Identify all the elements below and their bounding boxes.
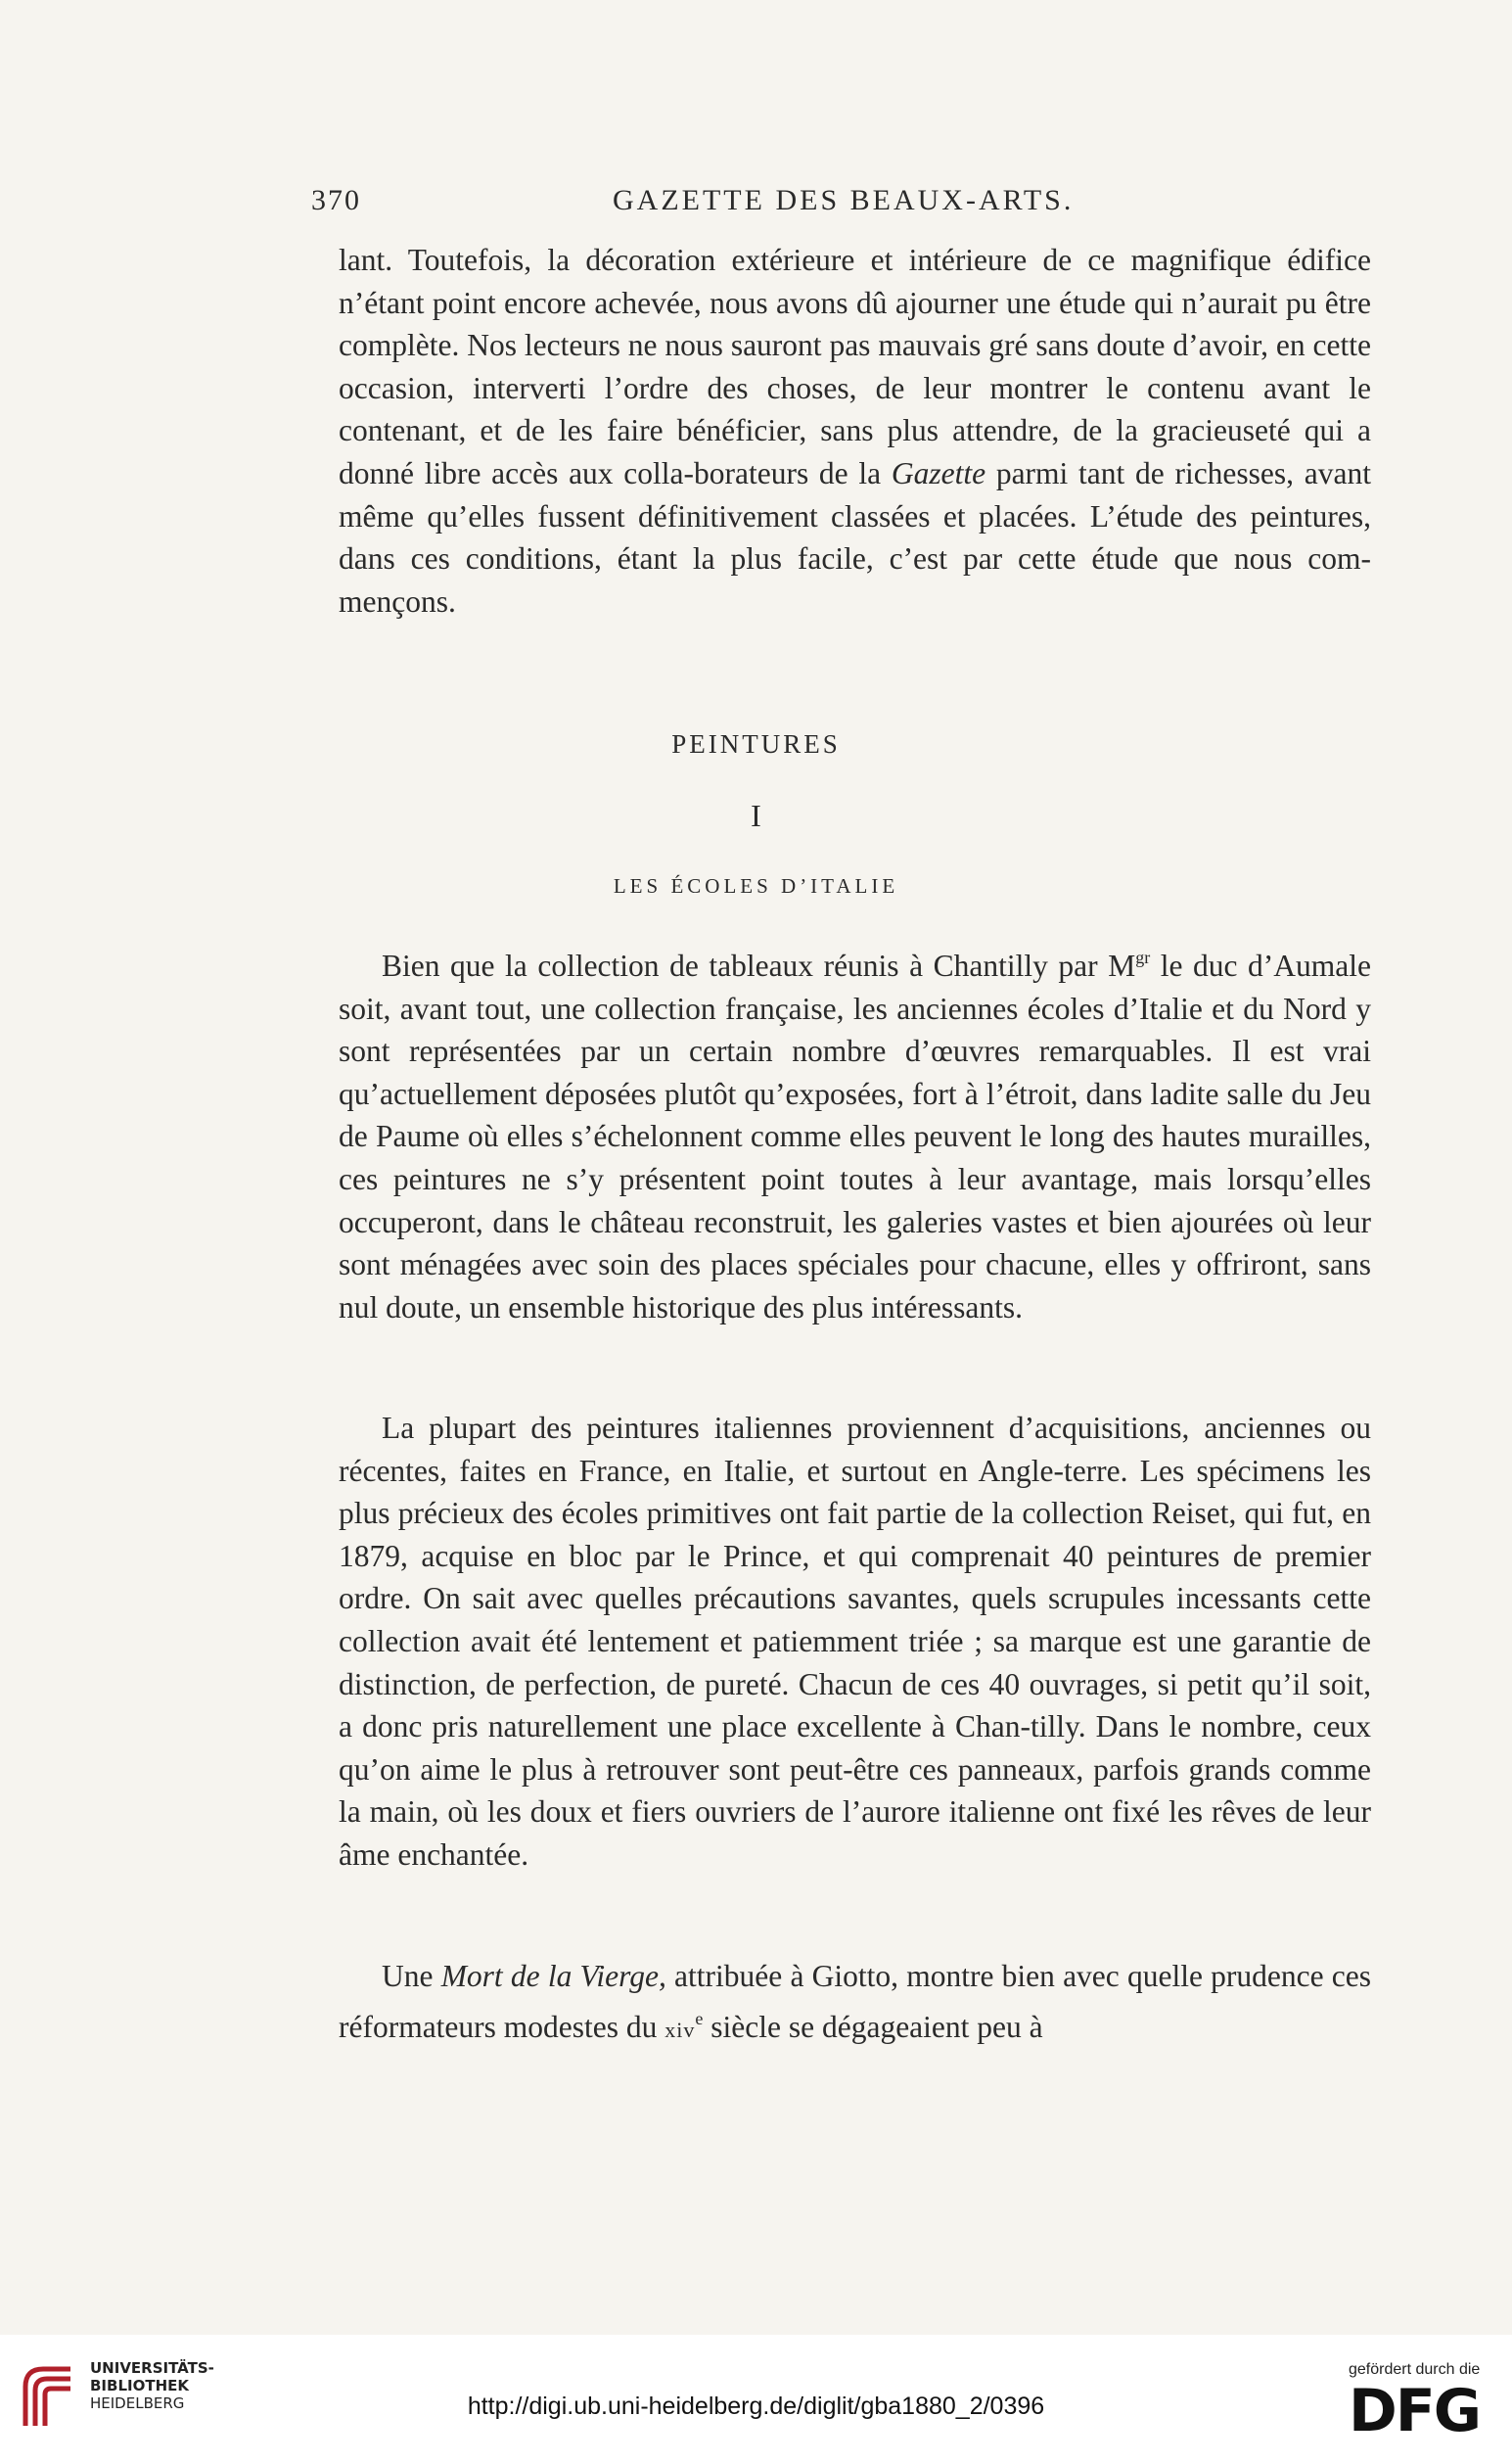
paragraph-2-text-a: Bien que la collection de tableaux réunis à Chantilly par M [382,949,1136,983]
section-subtitle: LES ÉCOLES D’ITALIE [613,874,899,898]
paragraph-4-superscript: e [695,2008,704,2028]
paragraph-2-superscript: gr [1135,948,1151,967]
paragraph-4-text-b: attribuée à Giotto, montre bien avec quelle prudence ces réformateurs modestes du [339,1959,1371,2044]
paragraph-2-text-b: le duc d’Aumale soit, avant tout, une collection française, les anciennes écoles d’Italie et du Nord y sont représentées par un certain nombre d’œuvres remarquables. Il est vrai qu’actuellement déposées plutôt qu’exposées, fort à l’étroit, dans ladite salle du Jeu de Paume où elles s’échelonnent comme elles peuvent le long des hautes murailles, ces peintures ne s’y présentent point toutes à leur avantage, mais lorsqu’elles occuperont, dans le château reconstruit, les galeries vastes et bien ajourées où leur sont ménagées avec soin des places spéciales pour chacune, elles y offriront, sans nul doute, un ensemble historique des plus intéressants. [339,949,1371,1324]
paragraph-1-text-b: parmi tant de richesses, avant même qu’elles fussent définitivement classées et placées. L’étude des peintures, dans ces conditions, étant la plus facile, c’est par cette étude que nous com-mençons. [339,455,1371,619]
paragraph-1-italic: Gazette [891,455,986,490]
section-title: PEINTURES [671,729,841,759]
funding-caption: gefördert durch die [1349,2361,1481,2378]
paragraph-4-text-c: siècle se dégageaient peu à [703,2009,1043,2044]
library-line-3: HEIDELBERG [90,2394,185,2412]
paragraph-2 [339,937,1371,1328]
paragraph-4 [339,1955,1371,2051]
journal-title: GAZETTE DES BEAUX-ARTS. [613,184,1075,216]
paragraph-4-text-a: Une [382,1959,441,1993]
library-line-2: BIBLIOTHEK [90,2377,189,2394]
paragraph-1-text-a: lant. Toutefois, la décoration extérieure et intérieure de ce magnifique édifice n’étant point encore achevée, nous avons dû ajourner une étude qui n’aurait pu être complète. Nos lecteurs ne nous sauront pas mauvais gré sans doute d’avoir, en cette occasion, interverti l’ordre des choses, de leur montrer le contenu avant le contenant, et de les faire bénéficier, sans plus attendre, de la gracieuseté qui a donné libre accès aux colla-borateurs de la [339,243,1371,490]
page-number: 370 [311,184,361,216]
dfg-logo: DFG [1349,2377,1481,2445]
century-smallcaps: xiv [664,2017,696,2042]
running-header [311,184,1373,227]
paragraph-3: La plupart des peintures italiennes proviennent d’acquisitions, anciennes ou récentes, faites en France, en Italie, et surtout en Angle-terre. Les spécimens les plus précieux des écoles primitives ont fait partie de la collection Reiset, qui fut, en 1879, acquise en bloc par le Prince, et qui comprenait 40 peintures de premier ordre. On sait avec quelles précautions savantes, quels scrupules incessants cette collection avait été lentement et patiemment triée ; sa marque est une garantie de distinction, de perfection, de pureté. Chacun de ces 40 ouvrages, si petit qu’il soit, a donc pris naturellement une place excellente à Chan-tilly. Dans le nombre, ceux qu’on aime le plus à retrouver sont peut-être ces panneaux, parfois grands comme la main, où les doux et fiers ouvriers de l’aurore italienne ont fixé les rêves de leur âme enchantée. [339,1411,1371,1872]
library-line-1: UNIVERSITÄTS- [90,2359,214,2377]
paragraph-1 [339,239,1371,623]
paragraph-4-italic: Mort de la Vierge, [440,1959,666,1993]
source-url[interactable]: http://digi.ub.uni-heidelberg.de/diglit/gba1880_2/0396 [467,2393,1045,2420]
section-number: I [751,798,761,833]
